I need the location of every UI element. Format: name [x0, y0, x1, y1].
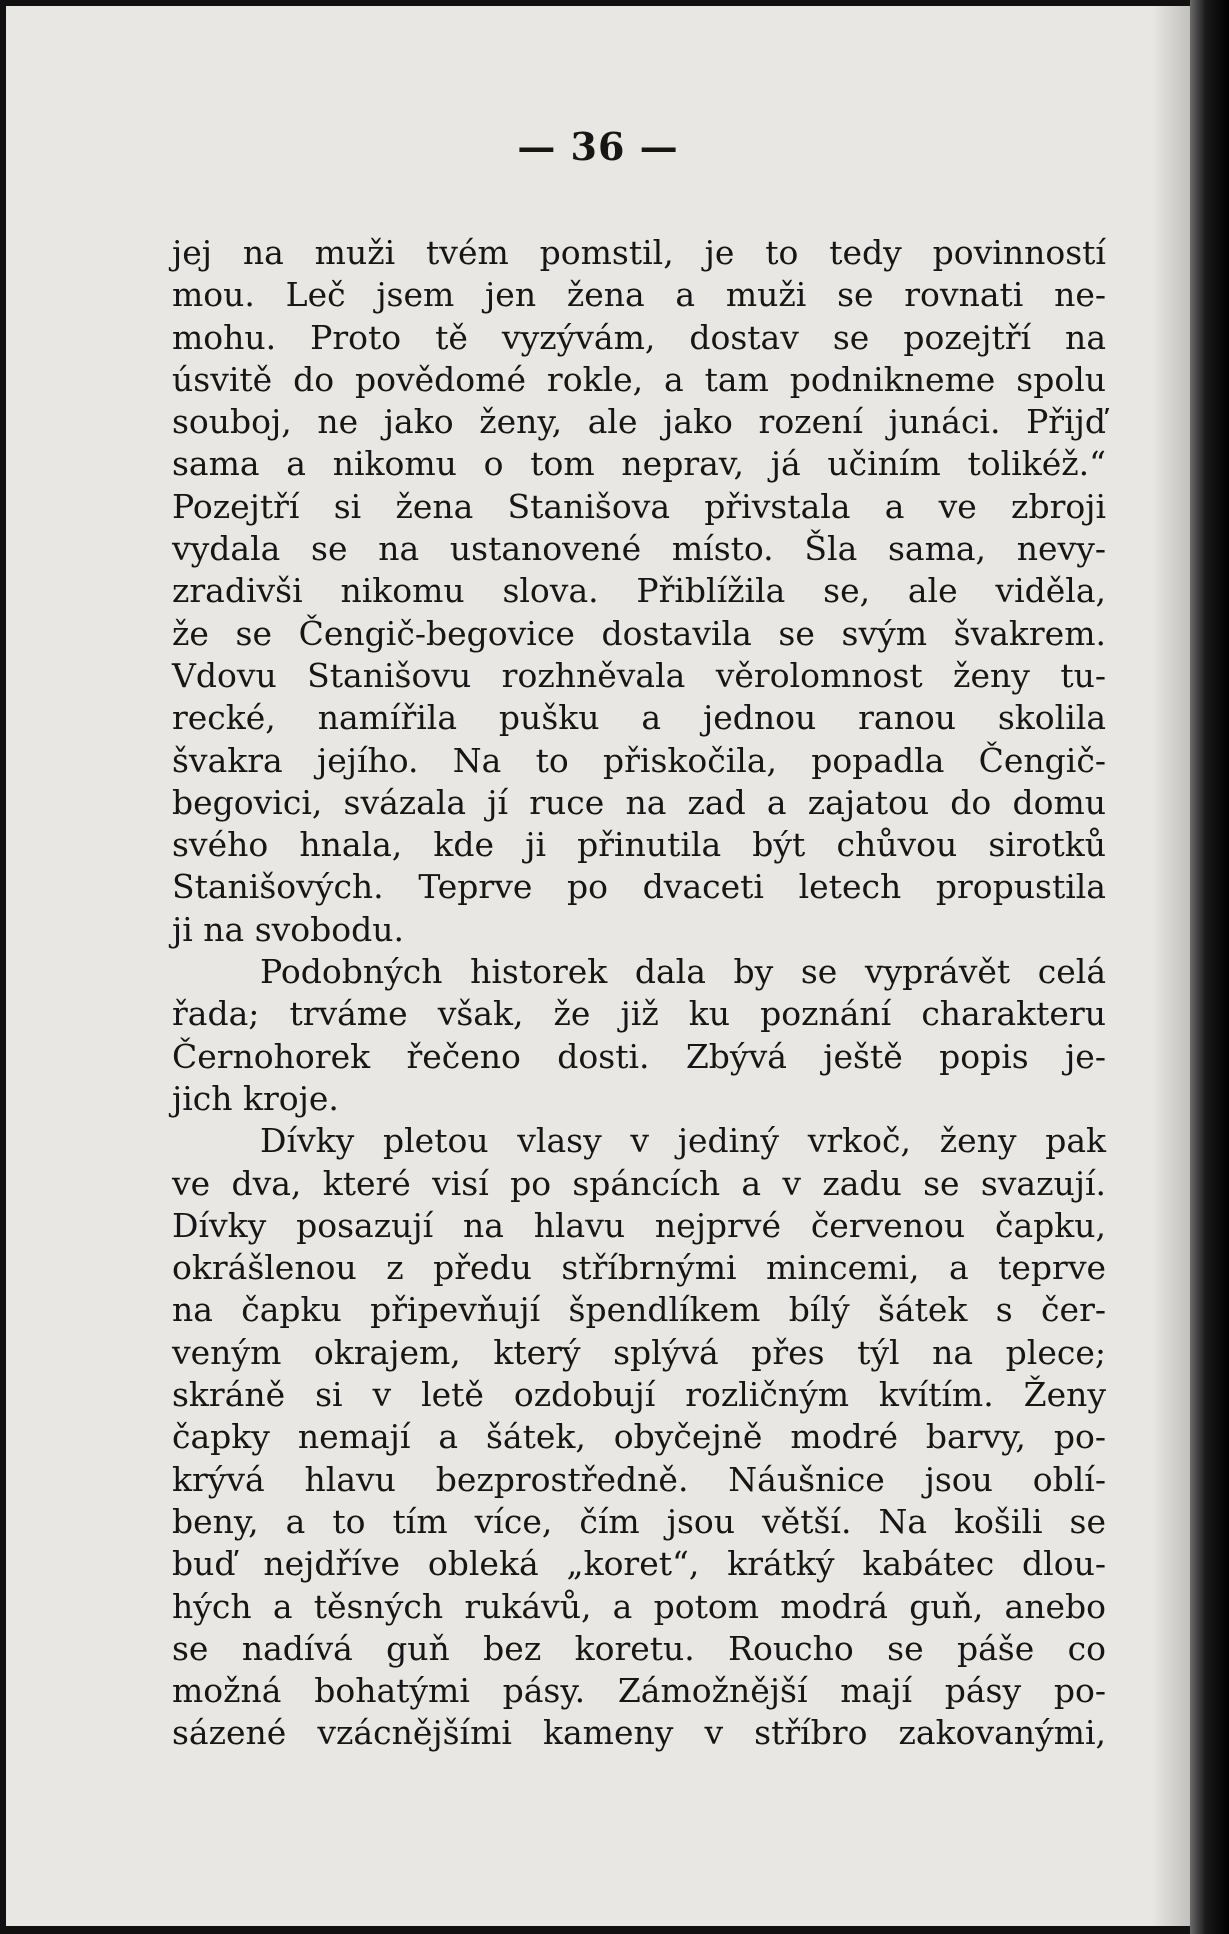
- text-line: Vdovu Stanišovu rozhněvala věrolomnost ženy tu-: [172, 655, 1106, 695]
- text-line: buď nejdříve obleká „koret“, krátký kabátec dlou-: [172, 1544, 1106, 1584]
- text-line: veným okrajem, který splývá přes týl na plece;: [172, 1332, 1106, 1372]
- text-line: Podobných historek dala by se vyprávět celá: [260, 952, 1106, 992]
- text-line: ji na svobodu.: [172, 909, 404, 949]
- text-line: krývá hlavu bezprostředně. Náušnice jsou oblí-: [172, 1459, 1106, 1499]
- text-line: se nadívá guň bez koretu. Roucho se páše co: [172, 1628, 1106, 1668]
- text-line: Pozejtří si žena Stanišova přivstala a ve zbroji: [172, 486, 1106, 526]
- text-line: sázené vzácnějšími kameny v stříbro zakovanými,: [172, 1713, 1106, 1753]
- text-line: okrášlenou z předu stříbrnými mincemi, a teprve: [172, 1248, 1106, 1288]
- text-line: mohu. Proto tě vyzývám, dostav se pozejtří na: [172, 317, 1106, 357]
- text-line: možná bohatými pásy. Zámožnější mají pásy po-: [172, 1671, 1106, 1711]
- text-line: zradivši nikomu slova. Přiblížila se, ale viděla,: [172, 571, 1106, 611]
- text-line: na čapku připevňují špendlíkem bílý šátek s čer-: [172, 1290, 1106, 1330]
- text-line: úsvitě do povědomé rokle, a tam podnikneme spolu: [172, 359, 1106, 399]
- text-line: svého hnala, kde ji přinutila být chůvou sirotků: [172, 825, 1106, 865]
- text-line: Dívky pletou vlasy v jediný vrkoč, ženy pak: [260, 1121, 1106, 1161]
- text-line: souboj, ne jako ženy, ale jako rození junáci. Přijď: [172, 402, 1106, 442]
- text-line: čapky nemají a šátek, obyčejně modré barvy, po-: [172, 1417, 1106, 1457]
- text-line: begovici, svázala jí ruce na zad a zajatou do domu: [172, 782, 1106, 822]
- text-line: hých a těsných rukávů, a potom modrá guň, anebo: [172, 1586, 1106, 1626]
- text-line: řada; trváme však, že již ku poznání charakteru: [172, 994, 1106, 1034]
- binding-edge: [1190, 0, 1229, 1934]
- text-line: Černohorek řečeno dosti. Zbývá ještě popis je-: [172, 1036, 1106, 1076]
- text-line: sama a nikomu o tom neprav, já učiním tolikéž.“: [172, 444, 1106, 484]
- text-line: recké, namířila pušku a jednou ranou skolila: [172, 698, 1106, 738]
- text-line: že se Čengič-begovice dostavila se svým švakrem.: [172, 613, 1106, 653]
- book-page: [6, 6, 1190, 1926]
- text-line: švakra jejího. Na to přiskočila, popadla Čengič-: [172, 740, 1106, 780]
- text-line: Dívky posazují na hlavu nejprvé červenou čapku,: [172, 1205, 1106, 1245]
- text-line: jich kroje.: [172, 1078, 339, 1118]
- text-line: skráně si v letě ozdobují rozličným kvítím. Ženy: [172, 1375, 1106, 1415]
- text-line: beny, a to tím více, čím jsou větší. Na košili se: [172, 1501, 1106, 1541]
- text-line: Stanišových. Teprve po dvaceti letech propustila: [172, 867, 1106, 907]
- text-line: mou. Leč jsem jen žena a muži se rovnati ne-: [172, 275, 1106, 315]
- page-edge-shadow: [1152, 6, 1190, 1926]
- text-line: ve dva, které visí po spáncích a v zadu se svazují.: [172, 1163, 1106, 1203]
- text-line: vydala se na ustanovené místo. Šla sama, nevy-: [172, 529, 1106, 569]
- text-line: jej na muži tvém pomstil, je to tedy povinností: [172, 233, 1106, 272]
- page-number: — 36 —: [517, 124, 679, 169]
- body-text: [172, 232, 1106, 1755]
